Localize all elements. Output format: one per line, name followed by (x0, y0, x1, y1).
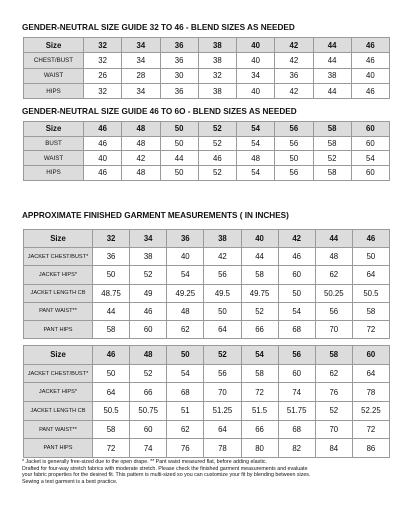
size-column-header: 46 (351, 38, 389, 53)
row-label: PANT HIPS (24, 320, 93, 338)
row-label: BUST (24, 136, 84, 151)
table-row (24, 383, 390, 402)
table-row (24, 166, 390, 181)
size-column-header: 50 (160, 122, 198, 137)
measurement-cell: 72 (241, 383, 278, 402)
measurement-cell: 48 (237, 151, 275, 166)
table-row (24, 151, 390, 166)
size-column-header: 40 (237, 38, 275, 53)
footnote-line: Sewing a test garment is a best practice. (22, 479, 118, 486)
measurement-cell: 62 (167, 320, 204, 338)
measurement-cell: 44 (160, 151, 198, 166)
measurement-cell: 64 (204, 320, 241, 338)
measurement-cell: 60 (351, 136, 389, 151)
measurement-cell: 48.75 (93, 284, 130, 302)
measurement-cell: 58 (313, 166, 351, 181)
measurement-cell: 36 (160, 53, 198, 68)
measurement-cell: 70 (315, 420, 352, 439)
measurement-cell: 62 (315, 364, 352, 383)
measurement-cell: 49 (130, 284, 167, 302)
measurement-cell: 64 (352, 364, 389, 383)
row-label: JACKET HIPS* (24, 383, 93, 402)
measurement-cell: 56 (315, 302, 352, 320)
size-guide-table (23, 37, 390, 99)
row-label: HIPS (24, 166, 84, 181)
measurement-cell: 64 (93, 383, 130, 402)
measurement-cell: 60 (278, 266, 315, 284)
measurement-cell: 74 (278, 383, 315, 402)
footnote-line: * Jacket is generally free-sized due to the open drape. ** Pant waist measured flat, before adding elastic. (22, 459, 267, 465)
measurement-cell: 42 (122, 151, 160, 166)
size-column-header: 36 (160, 38, 198, 53)
measurement-cell: 50 (160, 136, 198, 151)
table-row (24, 53, 390, 68)
measurement-cell: 51 (167, 402, 204, 421)
measurement-cell: 50 (352, 248, 389, 266)
size-column-header: 60 (352, 346, 389, 365)
measurement-cell: 46 (278, 248, 315, 266)
measurement-cell: 62 (315, 266, 352, 284)
measurement-cell: 51.25 (204, 402, 241, 421)
measurement-cell: 80 (241, 439, 278, 458)
size-guide-table (23, 121, 390, 181)
finished-measurements-table (23, 345, 390, 458)
measurement-cell: 46 (84, 166, 122, 181)
measurement-cell: 48 (315, 248, 352, 266)
measurement-cell: 40 (84, 151, 122, 166)
measurement-cell: 52 (198, 166, 236, 181)
measurement-cell: 76 (167, 439, 204, 458)
measurement-cell: 48 (122, 166, 160, 181)
measurement-cell: 54 (237, 166, 275, 181)
measurement-cell: 58 (93, 420, 130, 439)
row-label: PANT WAIST** (24, 302, 93, 320)
measurement-cell: 62 (167, 420, 204, 439)
measurement-cell: 36 (93, 248, 130, 266)
measurement-cell: 52.25 (352, 402, 389, 421)
measurement-cell: 82 (278, 439, 315, 458)
measurement-cell: 50.5 (93, 402, 130, 421)
measurement-cell: 78 (204, 439, 241, 458)
row-label: JACKET CHEST/BUST* (24, 364, 93, 383)
measurement-cell: 32 (84, 83, 122, 98)
table-row (24, 302, 390, 320)
finished-measurements-title: APPROXIMATE FINISHED GARMENT MEASUREMENTS ( IN INCHES) (22, 211, 289, 220)
measurement-cell: 70 (315, 320, 352, 338)
measurement-cell: 50.75 (130, 402, 167, 421)
table-row (24, 266, 390, 284)
measurement-cell: 52 (313, 151, 351, 166)
row-label: HIPS (24, 83, 84, 98)
measurement-cell: 40 (167, 248, 204, 266)
size-column-header: 38 (198, 38, 236, 53)
measurement-cell: 44 (93, 302, 130, 320)
measurement-cell: 32 (198, 68, 236, 83)
measurement-cell: 51.5 (241, 402, 278, 421)
measurement-cell: 60 (351, 166, 389, 181)
row-label: WAIST (24, 68, 84, 83)
measurement-cell: 48 (122, 136, 160, 151)
row-label: JACKET LENGTH CB (24, 402, 93, 421)
size-column-header: 52 (198, 122, 236, 137)
size-column-header: 32 (84, 38, 122, 53)
measurement-cell: 54 (167, 266, 204, 284)
measurement-cell: 50 (204, 302, 241, 320)
size-column-header: 56 (275, 122, 313, 137)
size-column-header: 34 (130, 230, 167, 248)
measurement-cell: 50.25 (315, 284, 352, 302)
size-guide-2-title: GENDER-NEUTRAL SIZE GUIDE 46 TO 6O - BLEND SIZES AS NEEDED (22, 107, 297, 116)
measurement-cell: 50.5 (352, 284, 389, 302)
size-column-header: 56 (278, 346, 315, 365)
table-header-row (24, 38, 390, 53)
table-row (24, 83, 390, 98)
measurement-cell: 56 (204, 266, 241, 284)
measurement-cell: 50 (275, 151, 313, 166)
measurement-cell: 38 (313, 68, 351, 83)
measurement-cell: 48 (167, 302, 204, 320)
measurement-cell: 49.75 (241, 284, 278, 302)
measurement-cell: 60 (278, 364, 315, 383)
measurement-cell: 49.5 (204, 284, 241, 302)
measurement-cell: 84 (315, 439, 352, 458)
table-row (24, 320, 390, 338)
row-label: WAIST (24, 151, 84, 166)
measurement-cell: 72 (352, 320, 389, 338)
row-label: CHEST/BUST (24, 53, 84, 68)
measurement-cell: 28 (122, 68, 160, 83)
measurement-cell: 56 (275, 166, 313, 181)
measurement-cell: 58 (352, 302, 389, 320)
row-label: PANT WAIST** (24, 420, 93, 439)
measurement-cell: 60 (130, 320, 167, 338)
table-row (24, 136, 390, 151)
measurement-cell: 52 (315, 402, 352, 421)
measurement-cell: 58 (241, 266, 278, 284)
measurement-cell: 58 (93, 320, 130, 338)
size-column-header: 48 (130, 346, 167, 365)
row-label: JACKET HIPS* (24, 266, 93, 284)
measurement-cell: 40 (237, 83, 275, 98)
footnote-line: Drafted for four-way stretch fabrics with moderate stretch. Please check the finished garment measurements and evaluate (22, 465, 308, 472)
measurement-cell: 46 (198, 151, 236, 166)
row-label: PANT HIPS (24, 439, 93, 458)
size-header-label: Size (24, 346, 93, 365)
measurement-cell: 58 (241, 364, 278, 383)
measurement-cell: 66 (130, 383, 167, 402)
measurement-cell: 54 (237, 136, 275, 151)
measurement-cell: 46 (130, 302, 167, 320)
measurement-cell: 78 (352, 383, 389, 402)
size-column-header: 34 (122, 38, 160, 53)
measurement-cell: 46 (351, 53, 389, 68)
size-column-header: 48 (122, 122, 160, 137)
measurement-cell: 36 (275, 68, 313, 83)
measurement-cell: 46 (351, 83, 389, 98)
measurement-cell: 42 (275, 83, 313, 98)
measurement-cell: 66 (241, 420, 278, 439)
measurement-cell: 70 (204, 383, 241, 402)
size-column-header: 44 (313, 38, 351, 53)
size-column-header: 32 (93, 230, 130, 248)
table-row (24, 364, 390, 383)
size-column-header: 60 (351, 122, 389, 137)
measurement-cell: 72 (93, 439, 130, 458)
measurement-cell: 56 (275, 136, 313, 151)
measurement-cell: 42 (204, 248, 241, 266)
measurement-cell: 60 (130, 420, 167, 439)
measurement-cell: 51.75 (278, 402, 315, 421)
measurement-cell: 46 (84, 136, 122, 151)
measurement-cell: 34 (122, 53, 160, 68)
table-row (24, 402, 390, 421)
footnote-line: your fabric properties for the desired fit. This pattern is multi-sized so you can customize your fit by blending between sizes. (22, 472, 311, 479)
table-row (24, 284, 390, 302)
measurement-cell: 52 (198, 136, 236, 151)
size-column-header: 58 (315, 346, 352, 365)
table-row (24, 248, 390, 266)
measurement-cell: 38 (130, 248, 167, 266)
measurement-cell: 76 (315, 383, 352, 402)
table-header-row (24, 230, 390, 248)
measurement-cell: 30 (160, 68, 198, 83)
measurement-cell: 50 (93, 266, 130, 284)
measurement-cell: 64 (352, 266, 389, 284)
measurement-cell: 32 (84, 53, 122, 68)
row-label: JACKET LENGTH CB (24, 284, 93, 302)
size-column-header: 42 (275, 38, 313, 53)
size-column-header: 38 (204, 230, 241, 248)
size-header-label: Size (24, 122, 84, 137)
measurement-cell: 58 (313, 136, 351, 151)
measurement-cell: 56 (204, 364, 241, 383)
table-row (24, 420, 390, 439)
table-row (24, 68, 390, 83)
size-column-header: 46 (352, 230, 389, 248)
measurement-cell: 44 (313, 83, 351, 98)
measurement-cell: 68 (278, 420, 315, 439)
measurement-cell: 52 (130, 266, 167, 284)
measurement-cell: 34 (237, 68, 275, 83)
table-header-row (24, 122, 390, 137)
size-column-header: 58 (313, 122, 351, 137)
measurement-cell: 66 (241, 320, 278, 338)
measurement-cell: 26 (84, 68, 122, 83)
size-column-header: 44 (315, 230, 352, 248)
measurement-cell: 38 (198, 53, 236, 68)
size-column-header: 42 (278, 230, 315, 248)
measurement-cell: 54 (167, 364, 204, 383)
size-column-header: 50 (167, 346, 204, 365)
measurement-cell: 50 (278, 284, 315, 302)
measurement-cell: 86 (352, 439, 389, 458)
measurement-cell: 42 (275, 53, 313, 68)
size-column-header: 46 (84, 122, 122, 137)
size-column-header: 54 (241, 346, 278, 365)
measurement-cell: 40 (237, 53, 275, 68)
measurement-cell: 68 (167, 383, 204, 402)
measurement-cell: 52 (130, 364, 167, 383)
measurement-cell: 74 (130, 439, 167, 458)
table-header-row (24, 346, 390, 365)
table-row (24, 439, 390, 458)
size-column-header: 36 (167, 230, 204, 248)
size-column-header: 52 (204, 346, 241, 365)
row-label: JACKET CHEST/BUST* (24, 248, 93, 266)
measurement-cell: 50 (160, 166, 198, 181)
measurement-cell: 52 (241, 302, 278, 320)
measurement-cell: 34 (122, 83, 160, 98)
measurement-cell: 49.25 (167, 284, 204, 302)
measurement-cell: 68 (278, 320, 315, 338)
measurement-cell: 38 (198, 83, 236, 98)
measurement-cell: 36 (160, 83, 198, 98)
measurement-cell: 64 (204, 420, 241, 439)
size-header-label: Size (24, 230, 93, 248)
size-guide-1-title: GENDER-NEUTRAL SIZE GUIDE 32 TO 46 - BLEND SIZES AS NEEDED (22, 23, 295, 32)
measurement-cell: 54 (278, 302, 315, 320)
size-header-label: Size (24, 38, 84, 53)
finished-measurements-table (23, 229, 390, 339)
measurement-cell: 44 (313, 53, 351, 68)
measurement-cell: 44 (241, 248, 278, 266)
measurement-cell: 54 (351, 151, 389, 166)
footnotes (22, 459, 402, 486)
measurement-cell: 72 (352, 420, 389, 439)
size-column-header: 54 (237, 122, 275, 137)
size-column-header: 40 (241, 230, 278, 248)
measurement-cell: 50 (93, 364, 130, 383)
size-column-header: 46 (93, 346, 130, 365)
measurement-cell: 40 (351, 68, 389, 83)
